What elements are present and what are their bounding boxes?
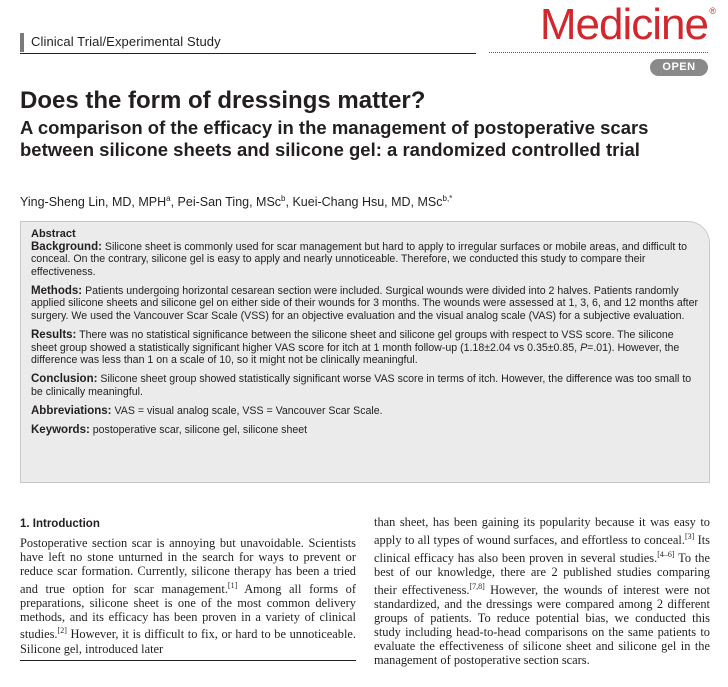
citation-link[interactable]: [1] xyxy=(227,580,238,590)
intro-text: However, the wounds of interest were not standardized, and the dressings were compared among 2 different groups of patients. To reduce potential bias, we conducted this study including head-to-head comparisons on the same patients to evaluate the effectiveness of silicone sheet and silicone gel in the management of postoperative section scars. xyxy=(374,583,710,667)
citation-link[interactable]: [4–6] xyxy=(657,549,675,559)
methods-text: Patients undergoing horizontal cesarean section were included. Surgical wounds were divided into 2 halves. Patients randomly applied silicone sheets and silicone gel on either side of their wounds for 3 months. The wounds were assessed at 1, 3, 6, and 12 months after surgery. We used the Vancouver Scar Scale (VSS) for an objective evaluation and the visual analog scale (VAS) for a subjective evaluation. xyxy=(31,284,699,323)
intro-text: Its clinical efficacy has also been proven in several studies. xyxy=(374,533,710,566)
header-rule xyxy=(20,53,476,54)
author-name[interactable]: Kuei-Chang Hsu, MD, MSc xyxy=(292,195,443,210)
section-header xyxy=(20,33,476,52)
author-name[interactable]: Ying-Sheng Lin, MD, MPH xyxy=(20,195,167,210)
results-text-cont: =.01). However, the difference was less than 1 on a scale of 10, so it might not be clinically meaningful. xyxy=(31,341,680,367)
journal-name: Medicine xyxy=(539,0,708,49)
results-text: There was no statistical significance between the silicone sheet and silicone gel groups with respect to VSS score. The silicone sheet group showed a statistically significant higher VAS score for itch at 1 month follow-up (1.18±2.04 vs 0.35±0.85, xyxy=(31,329,674,354)
article-section-label: Clinical Trial/Experimental Study xyxy=(31,34,221,49)
abstract-keywords xyxy=(31,424,699,437)
citation-link[interactable]: [7,8] xyxy=(469,581,485,591)
body-column-left xyxy=(20,518,356,656)
conclusion-label: Conclusion: xyxy=(31,373,98,386)
affiliation-mark: b,* xyxy=(442,194,453,203)
introduction-heading: 1. Introduction xyxy=(20,518,100,530)
abstract-background xyxy=(31,241,699,279)
footnote-rule xyxy=(20,660,356,661)
abstract-conclusion xyxy=(31,373,699,398)
article-subtitle: A comparison of the efficacy in the management of postoperative scars between silicone sheets and silicone gel: a randomized controlled trial xyxy=(20,117,649,160)
background-text: Silicone sheet is commonly used for scar management but hard to apply to irregular surfaces or mobile areas, and difficult to conceal. On the contrary, silicone gel is easy to apply and nearly unnoticeable. Therefore, we conducted this study to compare their effectiveness. xyxy=(31,240,688,278)
methods-label: Methods: xyxy=(31,284,83,297)
keywords-label: Keywords: xyxy=(31,424,90,437)
background-label: Background: xyxy=(31,240,102,253)
registered-mark: ® xyxy=(709,6,716,16)
citation-link[interactable]: [3] xyxy=(684,531,695,541)
intro-text: Among all forms of preparations, silicone sheet is one of the most common delivery methods, and its efficacy has been proven in a variety of clinical studies. xyxy=(20,581,356,642)
abstract-methods xyxy=(31,285,699,323)
abstract-heading: Abstract xyxy=(31,228,76,240)
author-list: Ying-Sheng Lin, MD, MPH$^a$, Pei-San Ting, MSc$^b$, Kuei-Chang Hsu, MD, MSc$^{b,*}$ xyxy=(20,194,453,210)
article-title: Does the form of dressings matter? xyxy=(20,87,426,114)
results-label: Results: xyxy=(31,329,77,342)
abstract-abbreviations xyxy=(31,405,699,418)
conclusion-text: Silicone sheet group showed statistically significant worse VAS score in terms of itch. However, the difference was too small to be clinically meaningful. xyxy=(31,373,692,399)
affiliation-mark: b xyxy=(281,194,286,203)
journal-logo[interactable] xyxy=(478,0,716,50)
intro-text: Postoperative section scar is annoying but unavoidable. Scientists have left no stone unturned in the search for ways to prevent or reduce scar formation. Currently, silicone therapy has been a tried and true option for scar management. xyxy=(20,535,356,596)
intro-text: To the best of our knowledge, there are 2 published studies comparing their effectiveness. xyxy=(374,551,711,597)
abbreviations-text: VAS = visual analog scale, VSS = Vancouver Scar Scale. xyxy=(114,405,383,418)
abstract-box xyxy=(20,221,710,483)
intro-text: However, it is difficult to fix, or hard to be unnoticeable. Silicone gel, introduced later xyxy=(20,627,356,656)
p-value-symbol: P xyxy=(580,341,588,354)
body-column-right xyxy=(374,516,710,667)
section-accent-bar xyxy=(20,33,24,52)
abbreviations-label: Abbreviations: xyxy=(31,405,112,418)
citation-link[interactable]: [2] xyxy=(57,626,67,636)
author-name[interactable]: Pei-San Ting, MSc xyxy=(177,195,282,210)
open-access-badge: OPEN xyxy=(650,59,708,76)
abstract-results xyxy=(31,329,699,367)
intro-text: than sheet, has been gaining its popularity because it was easy to apply to all types of wound surfaces, and effortless to conceal. xyxy=(374,515,710,548)
logo-underline xyxy=(489,52,708,53)
affiliation-mark: a xyxy=(166,194,171,203)
keywords-text: postoperative scar, silicone gel, silicone sheet xyxy=(92,424,308,437)
